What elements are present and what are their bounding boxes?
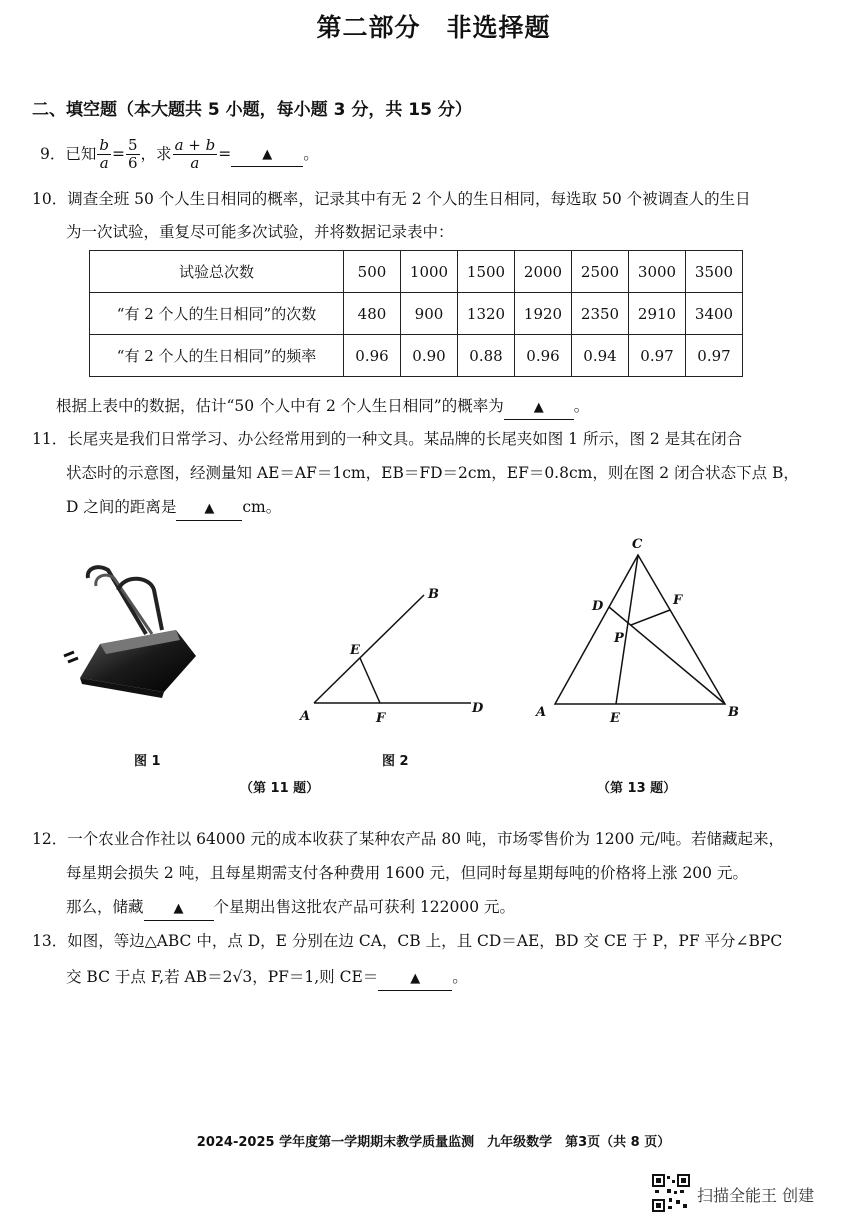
- section-heading: 二、填空题（本大题共 5 小题，每小题 3 分，共 15 分）: [32, 100, 472, 120]
- period: 。: [452, 968, 468, 986]
- question-13-line-2: [66, 966, 468, 991]
- question-12-line-3: [66, 896, 515, 921]
- table-cell: 1000: [401, 251, 458, 293]
- question-11-line-2: 状态时的示意图，经测量知 AE＝AF＝1cm，EB＝FD＝2cm，EF＝0.8cm，则在图 2 闭合状态下点 B，: [66, 464, 799, 482]
- table-cell: 0.88: [458, 335, 515, 377]
- answer-triangle-icon: ▲: [410, 971, 421, 986]
- label-B: B: [728, 705, 739, 720]
- table-cell: 0.94: [572, 335, 629, 377]
- question-13-line-1: [32, 930, 782, 952]
- figure-2-caption: 图 2: [382, 754, 409, 769]
- label-A: A: [536, 705, 547, 720]
- equals-sign: =: [218, 145, 232, 163]
- answer-triangle-icon: ▲: [262, 146, 273, 162]
- question-10-line-2: 为一次试验，重复尽可能多次试验，并将数据记录表中：: [66, 223, 454, 241]
- question-number: 12．: [32, 830, 68, 848]
- q11-text-3: D 之间的距离是: [66, 498, 177, 516]
- q10-after-text: 根据上表中的数据，估计“50 个人中有 2 个人生日相同”的概率为: [56, 397, 504, 415]
- scanner-watermark: 扫描全能王 创建: [697, 1186, 815, 1205]
- question-10-line-1: [32, 188, 751, 210]
- page-title: 第二部分 非选择题: [316, 13, 551, 42]
- table-header-cell: “有 2 个人的生日相同”的次数: [90, 293, 344, 335]
- table-cell: 480: [344, 293, 401, 335]
- segment-AB: [314, 595, 424, 703]
- answer-triangle-icon: ▲: [173, 901, 184, 916]
- table-header-cell: “有 2 个人的生日相同”的频率: [90, 335, 344, 377]
- answer-blank[interactable]: [504, 395, 574, 420]
- period: 。: [573, 397, 590, 415]
- answer-triangle-icon: ▲: [204, 501, 215, 516]
- period: 。: [303, 145, 319, 163]
- question-12-line-1: [32, 828, 784, 850]
- segment-BD: [609, 607, 725, 704]
- label-P: P: [614, 631, 624, 646]
- table-cell: 900: [401, 293, 458, 335]
- answer-blank[interactable]: [231, 142, 303, 167]
- question-10-conclusion: [56, 395, 589, 420]
- q10-text-1: 调查全班 50 个人生日相同的概率，记录其中有无 2 个人的生日相同，每选取 50 个被调查人的生日: [67, 190, 751, 208]
- table-cell: 2910: [629, 293, 686, 335]
- table-cell: 1920: [515, 293, 572, 335]
- equals-sign: =: [112, 145, 125, 163]
- table-cell: 0.97: [629, 335, 686, 377]
- figure-13-diagram: [530, 534, 750, 734]
- q12-text-3: 那么，储藏: [66, 898, 144, 916]
- table-cell: 0.97: [686, 335, 743, 377]
- table-cell: 3400: [686, 293, 743, 335]
- q9-prefix: 已知: [65, 145, 97, 163]
- table-row: [90, 335, 743, 377]
- fraction-5-over-6: $\frac{5}{6}$: [128, 135, 138, 172]
- table-header-cell: 试验总次数: [90, 251, 344, 293]
- question-number: 9．: [40, 145, 66, 163]
- q12-text-1: 一个农业合作社以 64000 元的成本收获了某种农产品 80 吨，市场零售价为 1200 元/吨。若储藏起来，: [67, 830, 784, 848]
- binder-clip-image: [58, 560, 208, 710]
- q11-text-1: 长尾夹是我们日常学习、办公经常用到的一种文具。某品牌的长尾夹如图 1 所示，图 2 是其在闭合: [67, 430, 743, 448]
- question-12-line-2: 每星期会损失 2 吨，且每星期需支付各种费用 1600 元，但同时每星期每吨的价格将上涨 200 元。: [66, 864, 748, 882]
- q13-text-2: 交 BC 于点 F,若 AB＝2√3，PF＝1,则 CE＝: [66, 968, 379, 986]
- answer-blank[interactable]: [176, 496, 242, 521]
- table-row: [90, 251, 743, 293]
- triangle-ABC: [555, 555, 725, 704]
- label-E: E: [610, 711, 620, 726]
- table-cell: 3000: [629, 251, 686, 293]
- label-D: D: [592, 599, 604, 614]
- figure-2-diagram: [296, 578, 496, 728]
- segment-EF: [360, 658, 380, 703]
- label-D: D: [472, 701, 484, 716]
- table-cell: 0.96: [344, 335, 401, 377]
- q12-text-3-end: 个星期出售这批农产品可获利 122000 元。: [213, 898, 516, 916]
- question-13-caption: （第 13 题）: [597, 781, 677, 796]
- table-cell: 2000: [515, 251, 572, 293]
- question-11-caption: （第 11 题）: [240, 781, 320, 796]
- label-A: A: [300, 709, 311, 724]
- figure-1-caption: 图 1: [134, 754, 161, 769]
- question-number: 11．: [32, 430, 68, 448]
- table-cell: 1320: [458, 293, 515, 335]
- question-number: 13．: [32, 932, 68, 950]
- table-cell: 2350: [572, 293, 629, 335]
- segment-PF: [631, 610, 670, 625]
- table-cell: 500: [344, 251, 401, 293]
- fraction-a-plus-b-over-a: $\frac{a + b}{a}$: [174, 135, 216, 172]
- label-B: B: [428, 587, 439, 602]
- q11-unit: cm。: [242, 498, 282, 516]
- answer-triangle-icon: ▲: [533, 400, 544, 415]
- table-row: [90, 293, 743, 335]
- label-F: F: [673, 593, 683, 608]
- table-cell: 3500: [686, 251, 743, 293]
- question-number: 10．: [32, 190, 68, 208]
- table-cell: 0.96: [515, 335, 572, 377]
- q9-mid-text: ，求: [140, 145, 172, 163]
- table-cell: 1500: [458, 251, 515, 293]
- question-11-line-1: [32, 428, 742, 450]
- answer-blank[interactable]: [144, 896, 214, 921]
- label-F: F: [376, 711, 386, 726]
- data-table: [89, 250, 743, 377]
- segment-CE: [616, 555, 638, 704]
- page-footer: 2024-2025 学年度第一学期期末教学质量监测 九年级数学 第3页（共 8 页）: [196, 1135, 671, 1150]
- question-9: [40, 134, 319, 174]
- label-C: C: [632, 537, 643, 552]
- qr-code-icon: [652, 1174, 690, 1212]
- table-cell: 0.90: [401, 335, 458, 377]
- label-E: E: [350, 643, 360, 658]
- q13-text-1: 如图，等边△ABC 中，点 D，E 分别在边 CA，CB 上，且 CD＝AE，BD 交 CE 于 P，PF 平分∠BPC: [67, 932, 783, 950]
- table-cell: 2500: [572, 251, 629, 293]
- question-11-line-3: [66, 496, 281, 521]
- answer-blank[interactable]: [378, 966, 452, 991]
- fraction-b-over-a: $\frac{b}{a}$: [99, 135, 109, 172]
